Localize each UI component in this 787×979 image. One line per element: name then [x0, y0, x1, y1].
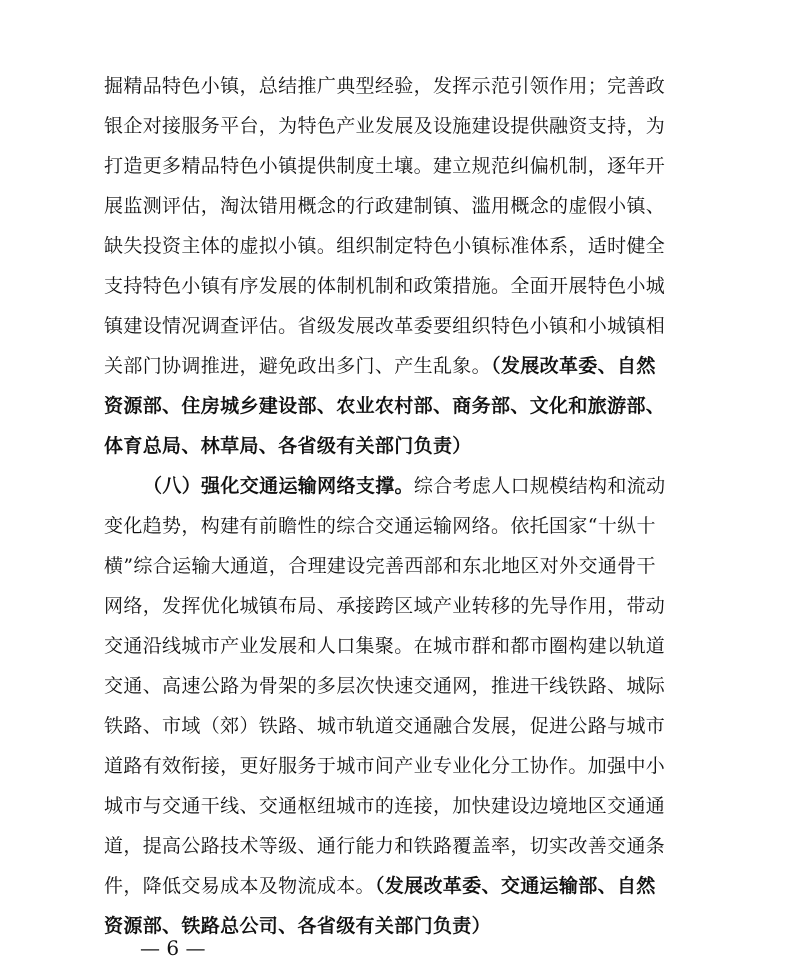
paragraph-1-line-7: 镇建设情况调查评估。省级发展改革委要组织特色小镇和小城镇相 [104, 315, 666, 337]
transport-responsible-departments-line-2: 资源部、铁路总公司、各省级有关部门负责） [104, 915, 492, 937]
paragraph-1-line-4: 展监测评估，淘汰错用概念的行政建制镇、滥用概念的虚假小镇、 [104, 195, 666, 217]
responsible-departments-line-3: 体育总局、林草局、各省级有关部门负责） [104, 435, 472, 457]
paragraph-2-line-6: 交通、高速公路为骨架的多层次快速交通网，推进干线铁路、城际 [104, 675, 666, 697]
paragraph-2-line-11 [104, 866, 684, 906]
paragraph-2-line-10: 道，提高公路技术等级、通行能力和铁路覆盖率，切实改善交通条 [104, 835, 666, 857]
paragraph-2-line-7: 铁路、市域（郊）铁路、城市轨道交通融合发展，促进公路与城市 [104, 715, 666, 737]
paragraph-1-line-1: 掘精品特色小镇，总结推广典型经验，发挥示范引领作用；完善政 [104, 75, 666, 97]
paragraph-2-line-2: 变化趋势，构建有前瞻性的综合交通运输网络。依托国家“十纵十 [104, 515, 656, 537]
paragraph-1-line-5: 缺失投资主体的虚拟小镇。组织制定特色小镇标准体系，适时健全 [104, 235, 666, 257]
paragraph-1-line-6: 支持特色小镇有序发展的体制机制和政策措施。全面开展特色小城 [104, 275, 666, 297]
paragraph-2-line-3: 横”综合运输大通道，合理建设完善西部和东北地区对外交通骨干 [104, 555, 656, 577]
paragraph-2-line-8: 道路有效衔接，更好服务于城市间产业专业化分工协作。加强中小 [104, 755, 666, 777]
responsible-departments-line-2: 资源部、住房城乡建设部、农业农村部、商务部、文化和旅游部、 [104, 395, 666, 417]
paragraph-2-line-5: 交通沿线城市产业发展和人口集聚。在城市群和都市圈构建以轨道 [104, 635, 666, 657]
paragraph-1-line-3: 打造更多精品特色小镇提供制度土壤。建立规范纠偏机制，逐年开 [104, 155, 666, 177]
paragraph-2-line-9: 城市与交通干线、交通枢纽城市的连接，加快建设边境地区交通通 [104, 795, 666, 817]
transport-responsible-departments-start: （发展改革委、交通运输部、自然 [374, 875, 656, 897]
paragraph-2-line-11-text: 件，降低交易成本及物流成本。 [104, 875, 375, 897]
paragraph-1-line-8 [104, 346, 684, 386]
responsible-departments-start: （发展改革委、自然 [491, 355, 656, 377]
section-heading-transport: （八）强化交通运输网络支撑。 [143, 475, 414, 497]
page-number: — 6 — [140, 936, 206, 960]
paragraph-1-line-8-text: 关部门协调推进，避免政出多门、产生乱象。 [104, 355, 492, 377]
paragraph-2-line-1 [143, 466, 684, 506]
paragraph-1-line-2: 银企对接服务平台，为特色产业发展及设施建设提供融资支持，为 [104, 115, 666, 137]
paragraph-2-line-4: 网络，发挥优化城镇布局、承接跨区域产业转移的先导作用，带动 [104, 595, 666, 617]
paragraph-2-line-1-rest: 综合考虑人口规模结构和流动 [413, 475, 666, 497]
